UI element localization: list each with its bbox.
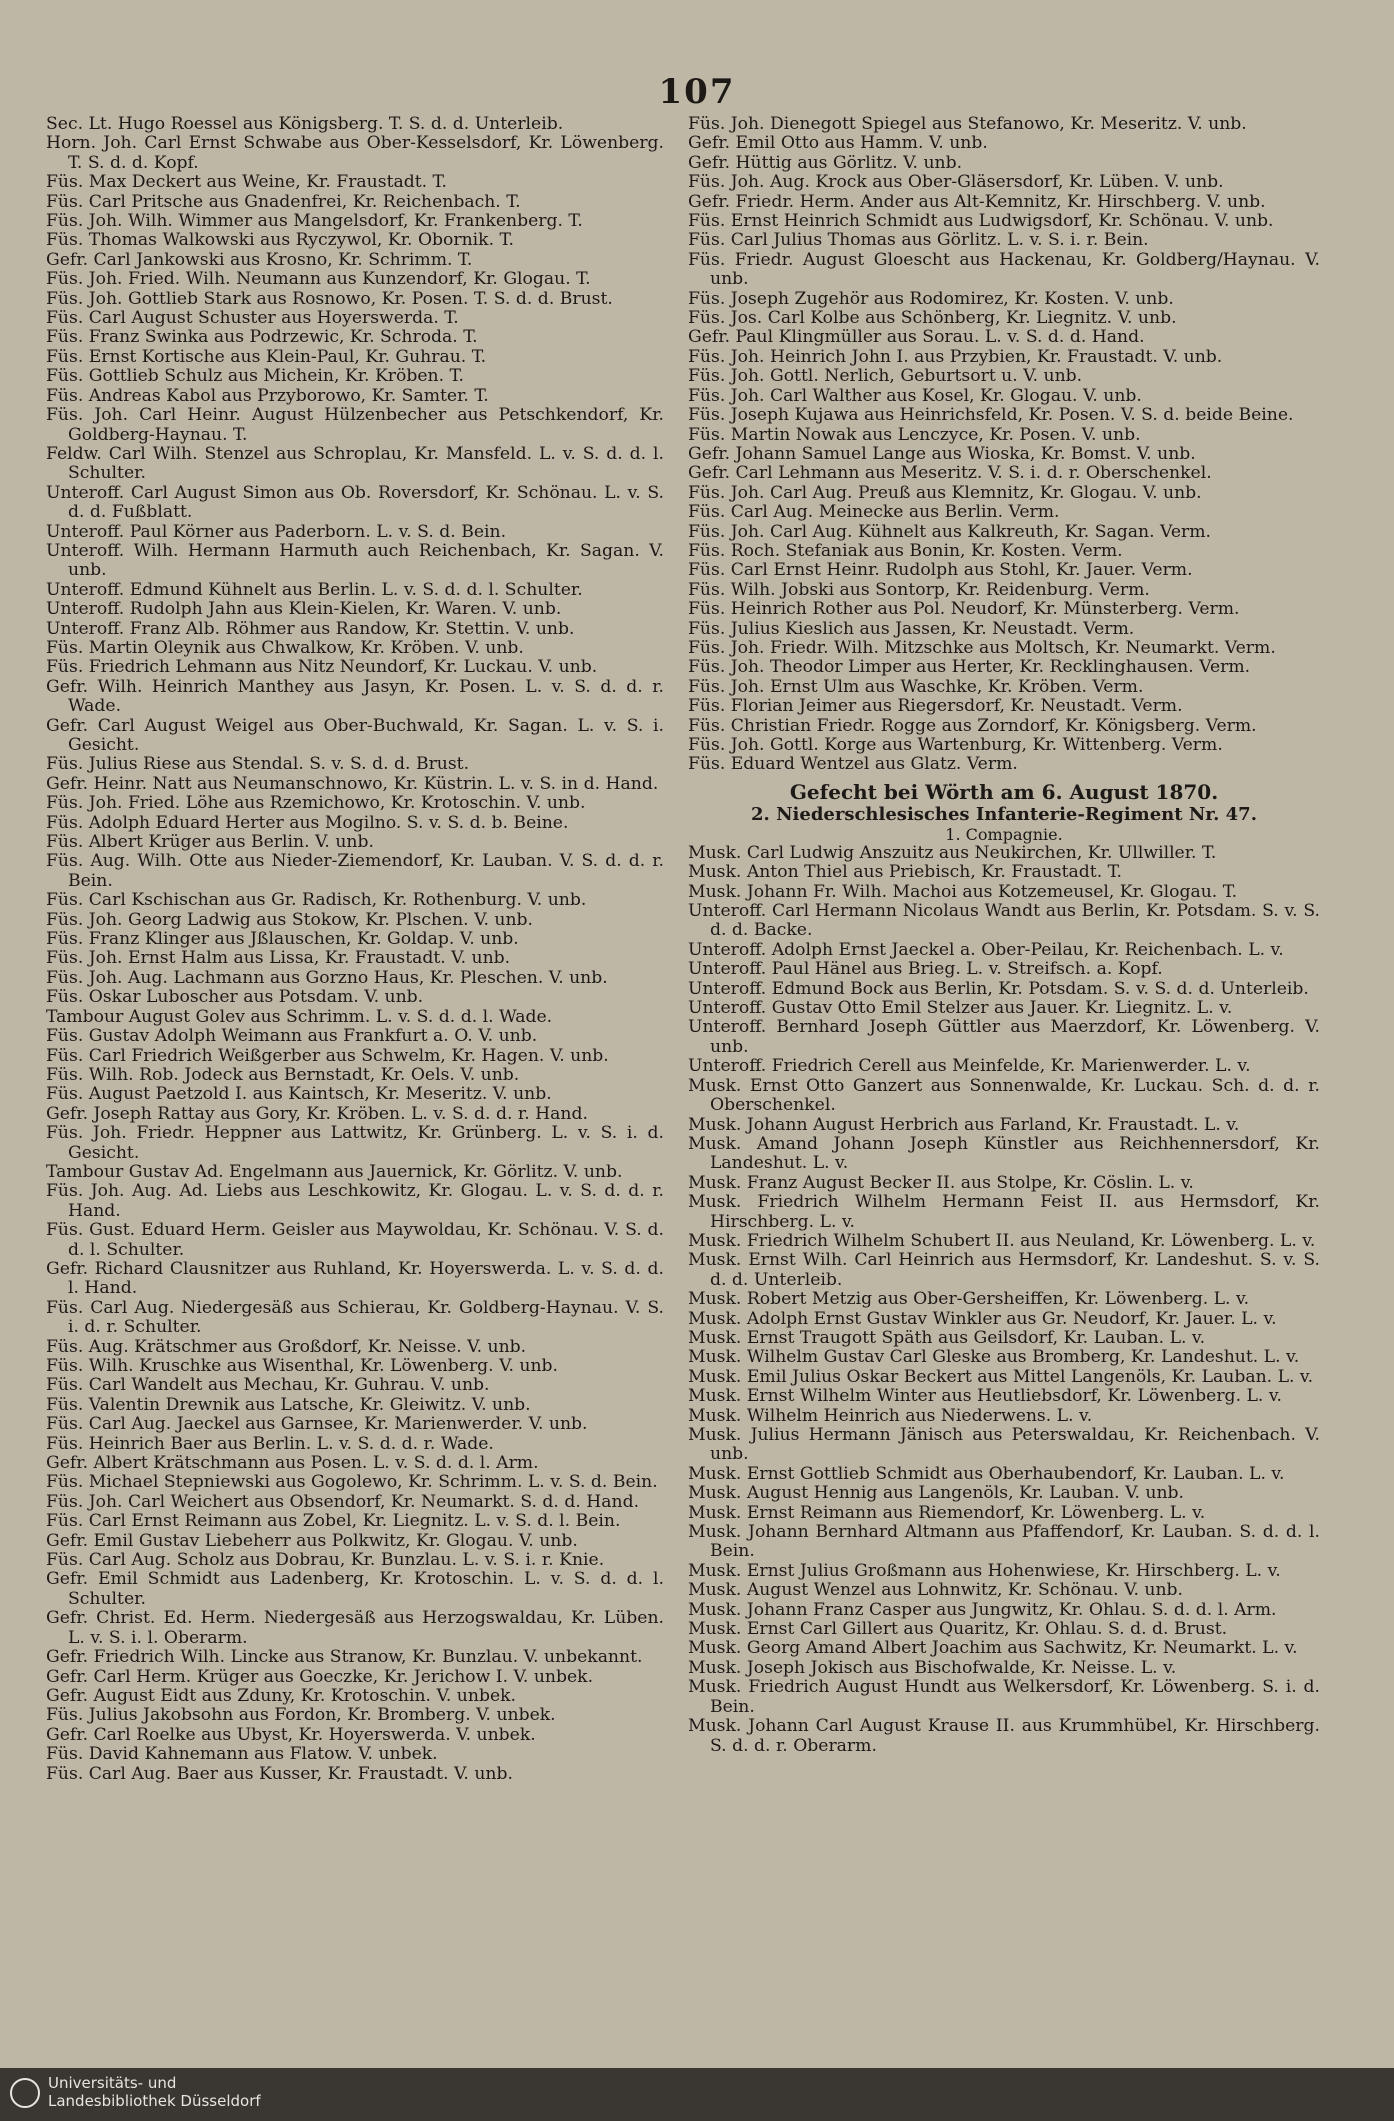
casualty-entry: Unteroff. Paul Hänel aus Brieg. L. v. Streifsch. a. Kopf.	[688, 959, 1163, 980]
casualty-entry: Gefr. Carl Herm. Krüger aus Goeczke, Kr. Jerichow I. V. unbek.	[46, 1666, 594, 1687]
casualty-entry: Füs. Franz Swinka aus Podrzewic, Kr. Schroda. T.	[46, 327, 478, 348]
casualty-entry: Gefr. Heinr. Natt aus Neumanschnowo, Kr. Küstrin. L. v. S. in d. Hand.	[46, 773, 659, 794]
casualty-entry: Unteroff. Bernhard Joseph Güttler aus Maerzdorf, Kr. Löwenberg. V. unb.	[688, 1017, 1320, 1057]
casualty-entry: Füs. Julius Jakobsohn aus Fordon, Kr. Bromberg. V. unbek.	[46, 1705, 556, 1726]
casualty-entry: Gefr. Emil Gustav Liebeherr aus Polkwitz, Kr. Glogau. V. unb.	[46, 1530, 578, 1551]
casualty-entry: Unteroff. Edmund Bock aus Berlin, Kr. Potsdam. S. v. S. d. d. Unterleib.	[688, 978, 1309, 999]
casualty-entry: Gefr. Albert Krätschmann aus Posen. L. v. S. d. d. l. Arm.	[46, 1453, 539, 1474]
casualty-entry: Musk. Ernst Carl Gillert aus Quaritz, Kr. Ohlau. S. d. d. Brust.	[688, 1619, 1228, 1640]
casualty-entry: Füs. Joh. Fried. Wilh. Neumann aus Kunzendorf, Kr. Glogau. T.	[46, 269, 591, 290]
library-name-line2: Landesbibliothek Düsseldorf	[48, 2092, 261, 2110]
casualty-entry: Füs. Carl Aug. Jaeckel aus Garnsee, Kr. Marienwerder. V. unb.	[46, 1414, 588, 1435]
casualty-entry: Musk. Wilhelm Gustav Carl Gleske aus Bromberg, Kr. Landeshut. L. v.	[688, 1347, 1300, 1368]
casualty-entry: Musk. August Hennig aus Langenöls, Kr. Lauban. V. unb.	[688, 1483, 1185, 1504]
casualty-entry: Musk. Ernst Otto Ganzert aus Sonnenwalde, Kr. Luckau. Sch. d. d. r. Oberschenkel.	[688, 1075, 1320, 1116]
casualty-entry: Musk. Johann Bernhard Altmann aus Pfaffendorf, Kr. Lauban. S. d. d. l. Bein.	[688, 1522, 1320, 1562]
casualty-entry: Füs. Carl Ernst Reimann aus Zobel, Kr. Liegnitz. L. v. S. d. l. Bein.	[46, 1511, 621, 1532]
casualty-entry: Musk. Ernst Julius Großmann aus Hohenwiese, Kr. Hirschberg. L. v.	[688, 1560, 1281, 1581]
casualty-entry: Musk. Wilhelm Heinrich aus Niederwens. L. v.	[688, 1405, 1093, 1426]
casualty-entry: Unteroff. Edmund Kühnelt aus Berlin. L. v. S. d. d. l. Schulter.	[46, 579, 583, 600]
casualty-entry: Gefr. Friedrich Wilh. Lincke aus Stranow, Kr. Bunzlau. V. unbekannt.	[46, 1647, 643, 1668]
casualty-entry: Füs. Carl August Schuster aus Hoyerswerda. T.	[46, 308, 459, 329]
casualty-entry: Füs. Joh. Carl Weichert aus Obsendorf, Kr. Neumarkt. S. d. d. Hand.	[46, 1491, 640, 1512]
casualty-entry: Musk. Anton Thiel aus Priebisch, Kr. Fraustadt. T.	[688, 862, 1123, 883]
casualty-entry: Füs. Joseph Kujawa aus Heinrichsfeld, Kr. Posen. V. S. d. beide Beine.	[688, 405, 1294, 426]
casualty-entry: Füs. Friedrich Lehmann aus Nitz Neundorf, Kr. Luckau. V. unb.	[46, 657, 598, 678]
casualty-entry: Gefr. Wilh. Heinrich Manthey aus Jasyn, Kr. Posen. L. v. S. d. d. r. Wade.	[46, 676, 664, 717]
casualty-entry: Füs. Martin Nowak aus Lenczyce, Kr. Posen. V. unb.	[688, 424, 1141, 445]
casualty-entry: Füs. Jos. Carl Kolbe aus Schönberg, Kr. Liegnitz. V. unb.	[688, 308, 1177, 329]
casualty-entry: Füs. Carl Ernst Heinr. Rudolph aus Stohl, Kr. Jauer. Verm.	[688, 560, 1193, 581]
casualty-entry: Musk. August Wenzel aus Lohnwitz, Kr. Schönau. V. unb.	[688, 1580, 1184, 1601]
casualty-entry: Unteroff. Carl August Simon aus Ob. Roversdorf, Kr. Schönau. L. v. S. d. d. Fußblatt.	[46, 482, 664, 523]
casualty-entry: Füs. Wilh. Rob. Jodeck aus Bernstadt, Kr. Oels. V. unb.	[46, 1064, 520, 1085]
casualty-entry: Musk. Ernst Wilhelm Winter aus Heutliebsdorf, Kr. Löwenberg. L. v.	[688, 1386, 1282, 1407]
casualty-entry: Füs. Joh. Gottl. Korge aus Wartenburg, Kr. Wittenberg. Verm.	[688, 735, 1223, 755]
casualty-entry: Füs. Carl Pritsche aus Gnadenfrei, Kr. Reichenbach. T.	[46, 191, 521, 212]
casualty-entry: Füs. Michael Stepniewski aus Gogolewo, Kr. Schrimm. L. v. S. d. Bein.	[46, 1472, 658, 1493]
battle-heading: Gefecht bei Wörth am 6. August 1870.	[789, 779, 1219, 804]
casualty-entry: Füs. Joh. Fried. Löhe aus Rzemichowo, Kr. Krotoschin. V. unb.	[46, 793, 586, 814]
casualty-entry: Unteroff. Gustav Otto Emil Stelzer aus Jauer. Kr. Liegnitz. L. v.	[688, 998, 1233, 1019]
casualty-entry: Musk. Amand Johann Joseph Künstler aus Reichhennersdorf, Kr. Landeshut. L. v.	[688, 1133, 1320, 1174]
casualty-entry: Füs. Christian Friedr. Rogge aus Zorndorf, Kr. Königsberg. Verm.	[688, 715, 1257, 736]
casualty-entry: Füs. Carl Friedrich Weißgerber aus Schwelm, Kr. Hagen. V. unb.	[46, 1045, 609, 1066]
casualty-entry: Füs. Martin Oleynik aus Chwalkow, Kr. Kröben. V. unb.	[46, 637, 524, 658]
casualty-entry: Füs. Friedr. August Gloescht aus Hackenau, Kr. Goldberg/Haynau. V. unb.	[688, 249, 1320, 290]
casualty-entry: Unteroff. Franz Alb. Röhmer aus Randow, Kr. Stettin. V. unb.	[46, 618, 575, 639]
casualty-entry: Musk. Johann August Herbrich aus Farland, Kr. Fraustadt. L. v.	[688, 1114, 1240, 1135]
casualty-entry: Unteroff. Rudolph Jahn aus Klein-Kielen, Kr. Waren. V. unb.	[46, 599, 562, 620]
casualty-entry: Füs. David Kahnemann aus Flatow. V. unbek.	[46, 1744, 438, 1765]
casualty-entry: Füs. Carl Wandelt aus Mechau, Kr. Guhrau. V. unb.	[46, 1375, 490, 1396]
casualty-entry: Füs. Adolph Eduard Herter aus Mogilno. S. v. S. d. b. Beine.	[46, 812, 569, 833]
casualty-entry: Musk. Friedrich Wilhelm Hermann Feist II. aus Hermsdorf, Kr. Hirschberg. L. v.	[688, 1192, 1320, 1232]
casualty-entry: Musk. Friedrich Wilhelm Schubert II. aus Neuland, Kr. Löwenberg. L. v.	[688, 1230, 1316, 1251]
casualty-entry: Füs. August Paetzold I. aus Kaintsch, Kr. Meseritz. V. unb.	[46, 1084, 552, 1105]
casualty-entry: Füs. Aug. Krätschmer aus Großdorf, Kr. Neisse. V. unb.	[46, 1336, 527, 1357]
casualty-entry: Füs. Eduard Wentzel aus Glatz. Verm.	[688, 754, 1018, 775]
casualty-entry: Füs. Max Deckert aus Weine, Kr. Fraustadt. T.	[46, 172, 447, 193]
casualty-entry: Musk. Emil Julius Oskar Beckert aus Mittel Langenöls, Kr. Lauban. L. v.	[688, 1366, 1314, 1387]
casualty-entry: Musk. Joseph Jokisch aus Bischofwalde, Kr. Neisse. L. v.	[688, 1657, 1177, 1678]
right-column	[688, 115, 1320, 1756]
casualty-entry: Feldw. Carl Wilh. Stenzel aus Schroplau, Kr. Mansfeld. L. v. S. d. d. l. Schulter.	[46, 443, 664, 484]
casualty-entry: Unteroff. Carl Hermann Nicolaus Wandt aus Berlin, Kr. Potsdam. S. v. S. d. d. Backe.	[688, 901, 1320, 941]
casualty-entry: Füs. Joh. Gottl. Nerlich, Geburtsort u. V. unb.	[688, 366, 1083, 387]
casualty-entry: Füs. Carl Julius Thomas aus Görlitz. L. v. S. i. r. Bein.	[688, 230, 1149, 251]
casualty-entry: Füs. Heinrich Baer aus Berlin. L. v. S. d. d. r. Wade.	[46, 1433, 494, 1454]
regiment-heading: 2. Niederschlesisches Infanterie-Regiment Nr. 47.	[751, 803, 1257, 825]
casualty-entry: Gefr. Paul Klingmüller aus Sorau. L. v. S. d. d. Hand.	[688, 327, 1145, 348]
casualty-entry: Füs. Joh. Friedr. Heppner aus Lattwitz, Kr. Grünberg. L. v. S. i. d. Gesicht.	[46, 1123, 664, 1163]
casualty-entry: Füs. Joh. Georg Ladwig aus Stokow, Kr. Plschen. V. unb.	[46, 909, 534, 930]
casualty-entry: Füs. Florian Jeimer aus Riegersdorf, Kr. Neustadt. Verm.	[688, 696, 1183, 717]
left-column	[46, 115, 664, 1784]
casualty-entry: Füs. Carl Aug. Niedergesäß aus Schierau, Kr. Goldberg-Haynau. V. S. i. d. r. Schulter.	[46, 1297, 664, 1338]
casualty-entry: Füs. Joh. Aug. Ad. Liebs aus Leschkowitz, Kr. Glogau. L. v. S. d. d. r. Hand.	[46, 1181, 664, 1221]
casualty-entry: Musk. Johann Fr. Wilh. Machoi aus Kotzemeusel, Kr. Glogau. T.	[688, 881, 1238, 902]
casualty-entry: Füs. Valentin Drewnik aus Latsche, Kr. Gleiwitz. V. unb.	[46, 1394, 531, 1415]
casualty-entry: Füs. Joh. Aug. Krock aus Ober-Gläsersdorf, Kr. Lüben. V. unb.	[688, 172, 1224, 193]
library-name	[48, 2074, 261, 2110]
company-heading: 1. Compagnie.	[945, 824, 1063, 844]
casualty-entry: Gefr. Richard Clausnitzer aus Ruhland, Kr. Hoyerswerda. L. v. S. d. d. l. Hand.	[46, 1258, 664, 1299]
casualty-entry: Füs. Joh. Carl Walther aus Kosel, Kr. Glogau. V. unb.	[688, 385, 1142, 406]
casualty-entry: Sec. Lt. Hugo Roessel aus Königsberg. T. S. d. d. Unterleib.	[46, 114, 564, 134]
casualty-entry: Musk. Julius Hermann Jänisch aus Peterswaldau, Kr. Reichenbach. V. unb.	[688, 1425, 1320, 1465]
casualty-entry: Füs. Carl Aug. Baer aus Kusser, Kr. Fraustadt. V. unb.	[46, 1763, 513, 1784]
casualty-entry: Füs. Ernst Kortische aus Klein-Paul, Kr. Guhrau. T.	[46, 346, 487, 367]
casualty-entry: Füs. Wilh. Jobski aus Sontorp, Kr. Reidenburg. Verm.	[688, 579, 1150, 600]
casualty-entry: Musk. Carl Ludwig Anszuitz aus Neukirchen, Kr. Ullwiller. T.	[688, 842, 1217, 863]
casualty-entry: Füs. Joh. Ernst Halm aus Lissa, Kr. Fraustadt. V. unb.	[46, 948, 511, 969]
casualty-entry: Füs. Joh. Ernst Ulm aus Waschke, Kr. Kröben. Verm.	[688, 676, 1144, 697]
casualty-entry: Füs. Albert Krüger aus Berlin. V. unb.	[46, 832, 374, 853]
casualty-entry: Musk. Ernst Reimann aus Riemendorf, Kr. Löwenberg. L. v.	[688, 1502, 1206, 1523]
casualty-entry: Füs. Joh. Gottlieb Stark aus Rosnowo, Kr. Posen. T. S. d. d. Brust.	[46, 288, 613, 309]
casualty-entry: Füs. Joh. Theodor Limper aus Herter, Kr. Recklinghausen. Verm.	[688, 657, 1251, 678]
casualty-entry: Füs. Julius Kieslich aus Jassen, Kr. Neustadt. Verm.	[688, 618, 1135, 639]
casualty-entry: Füs. Ernst Heinrich Schmidt aus Ludwigsdorf, Kr. Schönau. V. unb.	[688, 211, 1274, 232]
casualty-entry: Unteroff. Wilh. Hermann Harmuth auch Reichenbach, Kr. Sagan. V. unb.	[46, 540, 664, 581]
casualty-entry: Füs. Joh. Aug. Lachmann aus Gorzno Haus, Kr. Pleschen. V. unb.	[46, 967, 608, 988]
casualty-entry: Füs. Joh. Friedr. Wilh. Mitzschke aus Moltsch, Kr. Neumarkt. Verm.	[688, 637, 1276, 658]
casualty-entry: Gefr. Christ. Ed. Herm. Niedergesäß aus Herzogswaldau, Kr. Lüben. L. v. S. i. l. Oberarm.	[46, 1608, 664, 1648]
casualty-entry: Musk. Ernst Wilh. Carl Heinrich aus Hermsdorf, Kr. Landeshut. S. v. S. d. d. Unterleib.	[688, 1250, 1320, 1290]
casualty-entry: Füs. Aug. Wilh. Otte aus Nieder-Ziemendorf, Kr. Lauban. V. S. d. d. r. Bein.	[46, 851, 664, 891]
casualty-entry: Füs. Joh. Dienegott Spiegel aus Stefanowo, Kr. Meseritz. V. unb.	[688, 114, 1247, 134]
casualty-entry: Tambour August Golev aus Schrimm. L. v. S. d. d. l. Wade.	[46, 1006, 553, 1027]
library-name-line1: Universitäts- und	[48, 2074, 177, 2092]
casualty-entry: Gefr. Carl Roelke aus Ubyst, Kr. Hoyerswerda. V. unbek.	[46, 1724, 536, 1745]
casualty-entry: Füs. Carl Aug. Scholz aus Dobrau, Kr. Bunzlau. L. v. S. i. r. Knie.	[46, 1550, 605, 1571]
casualty-entry: Gefr. Friedr. Herm. Ander aus Alt-Kemnitz, Kr. Hirschberg. V. unb.	[688, 191, 1266, 212]
casualty-entry: Füs. Heinrich Rother aus Pol. Neudorf, Kr. Münsterberg. Verm.	[688, 599, 1240, 620]
library-footer	[0, 2068, 1394, 2121]
casualty-entry: Tambour Gustav Ad. Engelmann aus Jauernick, Kr. Görlitz. V. unb.	[46, 1161, 623, 1182]
casualty-entry: Gefr. Johann Samuel Lange aus Wioska, Kr. Bomst. V. unb.	[688, 443, 1196, 464]
casualty-entry: Unteroff. Paul Körner aus Paderborn. L. v. S. d. Bein.	[46, 521, 507, 542]
casualty-entry: Musk. Georg Amand Albert Joachim aus Sachwitz, Kr. Neumarkt. L. v.	[688, 1638, 1298, 1659]
casualty-entry: Füs. Oskar Luboscher aus Potsdam. V. unb.	[46, 987, 424, 1008]
casualty-entry: Füs. Gustav Adolph Weimann aus Frankfurt a. O. V. unb.	[46, 1026, 538, 1047]
casualty-entry: Gefr. August Eidt aus Zduny, Kr. Krotoschin. V. unbek.	[46, 1685, 516, 1706]
casualty-entry: Musk. Friedrich August Hundt aus Welkersdorf, Kr. Löwenberg. S. i. d. Bein.	[688, 1677, 1320, 1717]
casualty-entry: Unteroff. Friedrich Cerell aus Meinfelde, Kr. Marienwerder. L. v.	[688, 1056, 1251, 1077]
casualty-entry: Füs. Gust. Eduard Herm. Geisler aus Maywoldau, Kr. Schönau. V. S. d. d. l. Schulter.	[46, 1220, 664, 1260]
casualty-entry: Füs. Joh. Carl Aug. Preuß aus Klemnitz, Kr. Glogau. V. unb.	[688, 482, 1202, 503]
casualty-entry: Gefr. Joseph Rattay aus Gory, Kr. Kröben. L. v. S. d. d. r. Hand.	[46, 1103, 588, 1124]
casualty-entry: Füs. Joh. Carl Aug. Kühnelt aus Kalkreuth, Kr. Sagan. Verm.	[688, 521, 1211, 542]
casualty-entry: Füs. Julius Riese aus Stendal. S. v. S. d. d. Brust.	[46, 754, 470, 775]
page-number: 107	[658, 72, 736, 112]
casualty-entry: Füs. Joh. Carl Heinr. August Hülzenbecher aus Petschkendorf, Kr. Goldberg-Haynau. T.	[46, 405, 664, 445]
casualty-entry: Gefr. Carl Lehmann aus Meseritz. V. S. i. d. r. Oberschenkel.	[688, 463, 1212, 484]
casualty-entry: Gefr. Carl August Weigel aus Ober-Buchwald, Kr. Sagan. L. v. S. i. Gesicht.	[46, 715, 664, 755]
casualty-entry: Horn. Joh. Carl Ernst Schwabe aus Ober-Kesselsdorf, Kr. Löwenberg. T. S. d. d. Kopf.	[46, 133, 664, 173]
casualty-entry: Füs. Joh. Wilh. Wimmer aus Mangelsdorf, Kr. Frankenberg. T.	[46, 211, 583, 232]
casualty-entry: Füs. Wilh. Kruschke aus Wisenthal, Kr. Löwenberg. V. unb.	[46, 1356, 559, 1376]
casualty-entry: Füs. Carl Kschischan aus Gr. Radisch, Kr. Rothenburg. V. unb.	[46, 890, 587, 911]
casualty-entry: Füs. Roch. Stefaniak aus Bonin, Kr. Kosten. Verm.	[688, 540, 1123, 561]
casualty-entry: Füs. Joseph Zugehör aus Rodomirez, Kr. Kosten. V. unb.	[688, 288, 1174, 309]
casualty-entry: Musk. Adolph Ernst Gustav Winkler aus Gr. Neudorf, Kr. Jauer. L. v.	[688, 1308, 1277, 1329]
casualty-entry: Musk. Franz August Becker II. aus Stolpe, Kr. Cöslin. L. v.	[688, 1172, 1194, 1193]
casualty-entry: Gefr. Emil Schmidt aus Ladenberg, Kr. Krotoschin. L. v. S. d. d. l. Schulter.	[46, 1569, 664, 1609]
casualty-entry: Füs. Andreas Kabol aus Przyborowo, Kr. Samter. T.	[46, 385, 489, 406]
casualty-entry: Füs. Carl Aug. Meinecke aus Berlin. Verm.	[688, 502, 1060, 523]
casualty-entry: Füs. Franz Klinger aus Jßlauschen, Kr. Goldap. V. unb.	[46, 929, 519, 950]
casualty-entry: Gefr. Emil Otto aus Hamm. V. unb.	[688, 133, 988, 154]
casualty-entry: Musk. Johann Franz Casper aus Jungwitz, Kr. Ohlau. S. d. d. l. Arm.	[688, 1599, 1277, 1620]
casualty-entry: Füs. Gottlieb Schulz aus Michein, Kr. Kröben. T.	[46, 366, 464, 387]
casualty-entry: Musk. Ernst Gottlieb Schmidt aus Oberhaubendorf, Kr. Lauban. L. v.	[688, 1463, 1285, 1484]
casualty-entry: Musk. Johann Carl August Krause II. aus Krummhübel, Kr. Hirschberg. S. d. d. r. Oberarm.	[688, 1716, 1320, 1756]
casualty-entry: Füs. Thomas Walkowski aus Ryczywol, Kr. Obornik. T.	[46, 230, 514, 251]
library-logo-icon	[10, 2078, 40, 2108]
casualty-entry: Gefr. Hüttig aus Görlitz. V. unb.	[688, 152, 963, 173]
casualty-entry: Gefr. Carl Jankowski aus Krosno, Kr. Schrimm. T.	[46, 249, 473, 270]
casualty-entry: Musk. Ernst Traugott Späth aus Geilsdorf, Kr. Lauban. L. v.	[688, 1327, 1206, 1348]
casualty-entry: Füs. Joh. Heinrich John I. aus Przybien, Kr. Fraustadt. V. unb.	[688, 346, 1223, 367]
casualty-entry: Unteroff. Adolph Ernst Jaeckel a. Ober-Peilau, Kr. Reichenbach. L. v.	[688, 939, 1284, 960]
casualty-entry: Musk. Robert Metzig aus Ober-Gersheiffen, Kr. Löwenberg. L. v.	[688, 1289, 1250, 1310]
